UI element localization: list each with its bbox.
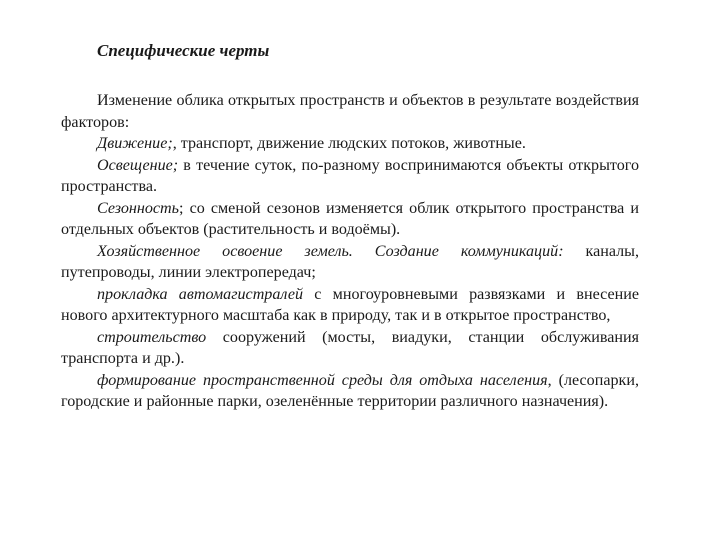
paragraph-text: Изменение облика открытых пространств и объектов в результате воздействия факторов: bbox=[61, 92, 639, 131]
paragraph-lead: Сезонность bbox=[97, 199, 179, 217]
paragraph-lead: Движение; bbox=[97, 135, 173, 152]
document-body bbox=[61, 90, 639, 413]
paragraph-text: с многоуровневыми развязками и внесение нового архитектурного масштаба как в природу, так и в открытое пространство, bbox=[61, 285, 639, 324]
paragraph-lead: Хозяйственное освоение земель. Создание коммуникаций: bbox=[97, 242, 564, 260]
paragraph-text: в течение суток, по-разному воспринимаются объекты открытого пространства. bbox=[61, 156, 639, 195]
paragraph-text: , транспорт, движение людских потоков, животные. bbox=[172, 135, 526, 152]
paragraph-text: каналы, путепроводы, линии электропередач; bbox=[61, 242, 639, 281]
paragraph-lead: прокладка автомагистралей bbox=[97, 285, 304, 303]
paragraph-highways bbox=[61, 284, 639, 327]
page-title: Специфические черты bbox=[97, 41, 270, 60]
paragraph-movement bbox=[61, 133, 639, 155]
paragraph-lead: формирование пространственной среды для отдыха населения bbox=[97, 371, 548, 389]
paragraph-land-development bbox=[61, 241, 639, 284]
paragraph-construction bbox=[61, 327, 639, 370]
paragraph-lighting bbox=[61, 155, 639, 198]
paragraph-text: ; со сменой сезонов изменяется облик открытого пространства и отдельных объектов (растительность и водоёмы). bbox=[61, 199, 639, 238]
paragraph-intro bbox=[61, 90, 639, 133]
paragraph-recreation bbox=[61, 370, 639, 413]
paragraph-lead: Освещение; bbox=[97, 156, 179, 174]
paragraph-text: , (лесопарки, городские и районные парки, озеленённые территории различного назначения). bbox=[61, 371, 639, 410]
paragraph-lead: строительство bbox=[97, 328, 207, 346]
paragraph-seasonality bbox=[61, 198, 639, 241]
paragraph-text: сооружений (мосты, виадуки, станции обслуживания транспорта и др.). bbox=[61, 328, 639, 367]
